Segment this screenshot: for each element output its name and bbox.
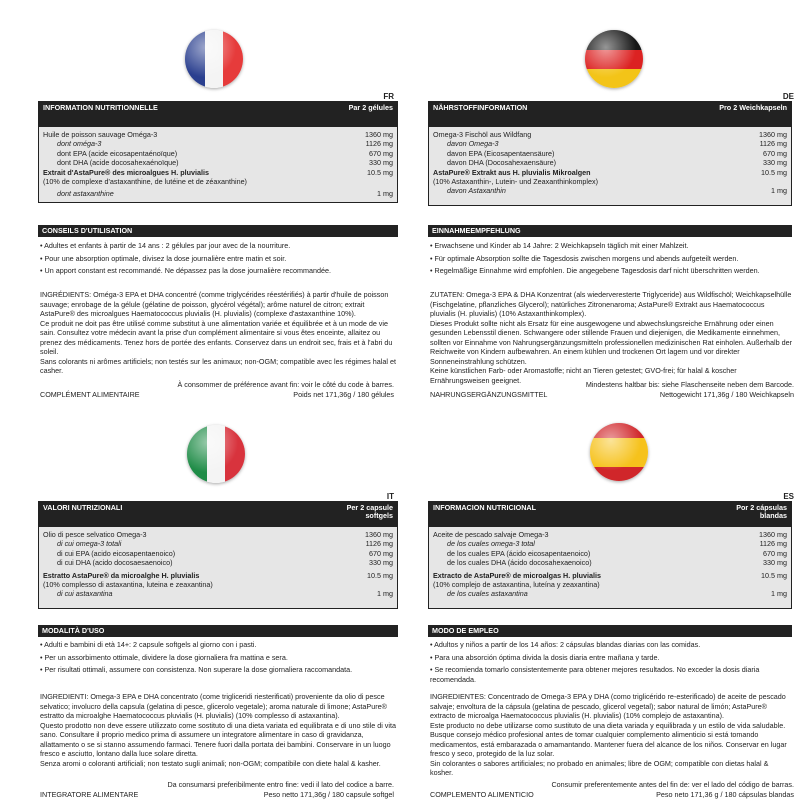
table-row: de los cuales astaxantina 1 mg <box>447 589 787 599</box>
table-row: de los cuales omega-3 total 1126 mg <box>447 539 787 549</box>
table-serving: Par 2 gélules <box>348 103 393 112</box>
list-item: • Adultes et enfants à partir de 14 ans : 2 gélules par jour avec de la nourriture. <box>40 241 291 250</box>
table-row: davon Omega-3 1126 mg <box>447 139 787 149</box>
notes-text: Questo prodotto non deve essere utilizzato come sostituto di una dieta variata ed equilibrata e di uno stile di vita sano. Consultare il proprio medico prima di assumere un integratore alimentare in caso di gravidanza, allattamento o se si stanno assumendo farmaci. Tenere fuori dalla portata dei bambini. Conservare in un luogo fresco e asciutto, lontano dalla luce solare diretta. <box>40 720 396 758</box>
free-from-text: Senza aromi o coloranti artificiali; non testato sugli animali; non-OGM; compatibile con diete halal & kasher. <box>40 758 381 768</box>
table-row: davon Astaxanthin 1 mg <box>447 186 787 196</box>
italy-flag-icon <box>187 425 245 483</box>
usage-list <box>430 241 792 279</box>
list-item: • Adulti e bambini di età 14+: 2 capsule softgels al giorno con i pasti. <box>40 640 257 649</box>
table-serving: Por 2 cápsulas blandas <box>736 503 787 521</box>
notes-text: Este producto no debe utilizarse como sustituto de una dieta variada y equilibrada y un estilo de vida saludable. Busque consejo médico profesional antes de tomar cualquier complemento alimenticio si está tomando medicamentos, está embarazada o amamantando. Mantener fuera del alcance de los niños. Conservar en lugar fresco y seco, protegido de la luz solar. <box>430 720 787 758</box>
table-row: dont DHA (acide docosahexaénoïque) 330 mg <box>57 158 393 168</box>
product-type: COMPLEMENTO ALIMENTICIO <box>430 790 534 799</box>
table-row: de los cuales EPA (ácido eicosapentaenoico) 670 mg <box>447 548 787 558</box>
table-row: Aceite de pescado salvaje Omega-3 1360 mg <box>433 530 787 539</box>
list-item: • Regelmäßige Einnahme wird empfohlen. Die angegebene Tagesdosis darf nicht überschritten werden. <box>430 266 760 275</box>
notes-text: Ce produit ne doit pas être utilisé comme substitut à une alimentation variée et équilibrée et à un mode de vie sain. Consultez votre médecin avant la prise d'un complément alimentaire si vous êtes enceinte, allaitez ou prenez des médicaments. Tenez hors de portée des enfants. Conservez dans un endroit sec, frais et à l'abri du soleil. <box>40 318 393 356</box>
germany-flag-icon <box>585 30 643 88</box>
list-item: • Erwachsene und Kinder ab 14 Jahre: 2 Weichkapseln täglich mit einer Mahlzeit. <box>430 241 689 250</box>
table-row: de los cuales DHA (ácido docosahexaenoico) 330 mg <box>447 558 787 568</box>
table-row: (10% Astaxanthin-, Lutein- und Zeaxanthinkomplex) <box>433 176 599 186</box>
ingredients-text: ZUTATEN: Omega-3 EPA & DHA Konzentrat (als wiederveresterte Triglyceride) aus Wildfischöl; Weichkapselhülle (Fischgelatine, pflanzliches Glycerol); natürliches Zitronenaroma; AstaPure® Extrakt aus Haematococcus pluvialis (H. pluvialis) (10% Astaxanthinkomplex). <box>430 290 792 318</box>
ingredients-block <box>40 290 396 376</box>
nutrition-table <box>38 101 398 203</box>
usage-list <box>40 241 396 279</box>
nutrition-table-header <box>429 102 791 127</box>
best-before: Consumir preferentemente antes del fin de: ver el lado del código de barras. <box>551 780 794 789</box>
list-item: • Per risultati ottimali, assumere con consistenza. Non superare la dose giornaliera raccomandata. <box>40 665 353 674</box>
usage-header: MODALITÀ D'USO <box>38 625 398 637</box>
table-row: (10% complejo de astaxantina, luteína y zeaxantina) <box>433 579 600 589</box>
footer <box>40 790 394 800</box>
language-code: FR <box>383 92 394 101</box>
net-weight: Peso netto 171,36g / 180 capsule softgel <box>263 790 394 799</box>
panel-it <box>0 400 400 800</box>
table-row: Omega-3 Fischöl aus Wildfang 1360 mg <box>433 130 787 139</box>
nutrition-table <box>38 501 398 609</box>
free-from-text: Sin colorantes o sabores artificiales; no probado en animales; libre de OGM; compatible con dietas halal & kosher. <box>430 758 769 777</box>
notes-text: Dieses Produkt sollte nicht als Ersatz für eine ausgewogene und abwechslungsreiche Ernährung oder einen gesunden Lebensstil dienen. Schwangere oder stillende Frauen und diejenigen, die Medikamente einnehmen, sollten vor Einnahme von Nahrungsergänzungsmitteln professionellen medizinischen Rat einholen. Außerhalb der Reichweite von Kindern aufbewahren. An einem kühlen und trockenen Ort lagern und vor direkter Sonneneinstrahlung schützen. <box>430 318 792 366</box>
product-type: INTEGRATORE ALIMENTARE <box>40 790 139 799</box>
usage-header: CONSEILS D'UTILISATION <box>38 225 398 237</box>
nutrition-table <box>428 101 792 206</box>
table-row: dont EPA (acide eicosapentaénoïque) 670 mg <box>57 148 393 158</box>
nutrition-table-header <box>39 502 397 527</box>
nutrition-table-body <box>429 127 791 205</box>
usage-list <box>430 640 792 687</box>
table-row: di cui DHA (acido docosaesaenoico) 330 mg <box>57 558 393 568</box>
nutrition-table-body <box>39 127 397 202</box>
product-type: NAHRUNGSERGÄNZUNGSMITTEL <box>430 390 548 399</box>
table-title: NÄHRSTOFFINFORMATION <box>433 103 528 112</box>
footer <box>430 390 794 400</box>
table-row: di cui astaxantina 1 mg <box>57 589 393 599</box>
footer <box>430 790 794 800</box>
list-item: • Adultos y niños a partir de los 14 años: 2 cápsulas blandas diarias con las comidas. <box>430 640 701 649</box>
net-weight: Nettogewicht 171,36g / 180 Weichkapseln <box>659 390 794 399</box>
footer <box>40 390 394 400</box>
table-row: dont astaxanthine 1 mg <box>57 189 393 199</box>
list-item: • Per un assorbimento ottimale, dividere la dose giornaliera fra mattina e sera. <box>40 652 288 662</box>
nutrition-table-header <box>429 502 791 527</box>
list-item: • Un apport constant est recommandé. Ne dépassez pas la dose journalière recommandée. <box>40 266 331 275</box>
table-row: Extracto de AstaPure® de microalgas H. pluvialis 10.5 mg <box>433 570 787 580</box>
ingredients-text: INGREDIENTES: Concentrado de Omega-3 EPA y DHA (como triglicérido re-esterificado) de aceite de pescado salvaje; envoltura de la cápsula (gelatina de pescado, glicerol vegetal); sabor natural de limón; AstaPure® extracto de microalga Haematococcus pluvialis (H. pluvialis) (10% complejo de astaxantina). <box>430 692 786 720</box>
table-row: Extrait d'AstaPure® des microalgues H. pluvialis 10.5 mg <box>43 167 393 177</box>
france-flag-icon <box>185 30 243 88</box>
spain-flag-icon <box>590 423 648 481</box>
table-row: (10% complesso di astaxantina, luteina e zeaxantina) <box>43 579 213 589</box>
table-row: davon EPA (Eicosapentaensäure) 670 mg <box>447 148 787 158</box>
free-from-text: Sans colorants ni arômes artificiels; non testés sur les animaux; non-OGM; compatible avec les régimes halal et casher. <box>40 356 396 375</box>
table-title: VALORI NUTRIZIONALI <box>43 503 123 512</box>
table-row: Huile de poisson sauvage Oméga-3 1360 mg <box>43 130 393 139</box>
table-title: INFORMATION NUTRITIONNELLE <box>43 103 158 112</box>
panel-es <box>400 400 800 800</box>
ingredients-block <box>430 692 792 778</box>
table-row: Olio di pesce selvatico Omega-3 1360 mg <box>43 530 393 539</box>
usage-list <box>40 640 396 678</box>
table-row: davon DHA (Docosahexaensäure) 330 mg <box>447 158 787 168</box>
language-code: IT <box>386 492 394 501</box>
table-serving: Per 2 capsule softgels <box>346 503 393 521</box>
table-row: dont oméga-3 1126 mg <box>57 139 393 149</box>
table-serving: Pro 2 Weichkapseln <box>719 103 787 112</box>
list-item: • Für optimale Absorption sollte die Tagesdosis zwischen morgens und abends aufgeteilt werden. <box>430 253 739 263</box>
product-type: COMPLÉMENT ALIMENTAIRE <box>40 390 140 399</box>
table-row: di cui omega-3 totali 1126 mg <box>57 539 393 549</box>
usage-header: MODO DE EMPLEO <box>428 625 792 637</box>
nutrition-table-body <box>39 527 397 608</box>
table-row: Estratto AstaPure® da microalghe H. pluvialis 10.5 mg <box>43 570 393 580</box>
nutrition-table <box>428 501 792 609</box>
language-code: ES <box>783 492 794 501</box>
net-weight: Peso neto 171,36 g / 180 cápsulas blandas <box>656 790 794 799</box>
ingredients-block <box>430 290 792 385</box>
table-title: INFORMACION NUTRICIONAL <box>433 503 537 512</box>
ingredients-text: INGRÉDIENTS: Oméga-3 EPA et DHA concentré (comme triglycérides réestérifiés) à partir d'huile de poisson sauvage; enrobage de la gélule (gélatine de poisson, glycérol végétal); arôme naturel de citron; extrait AstaPure® des microalgues Haematococcus pluvialis (H. pluvialis) (complexe d'astaxanthine 10%). <box>40 290 389 318</box>
best-before: Da consumarsi preferibilmente entro fine: vedi il lato del codice a barre. <box>167 780 394 789</box>
free-from-text: Keine künstlichen Farb- oder Aromastoffe; nicht an Tieren getestet; GVO-frei; für halal & koscher Ernährungsweisen geeignet. <box>430 366 737 385</box>
table-row: AstaPure® Extrakt aus H. pluvialis Mikroalgen 10.5 mg <box>433 167 787 177</box>
nutrition-table-body <box>429 527 791 608</box>
ingredients-text: INGREDIENTI: Omega-3 EPA e DHA concentrato (come trigliceridi riesterificati) proveniente da olio di pesce selvatico; involucro della capsula (gelatina di pesce, glicerolo vegetale); aroma naturale di limone; AstaPure® estratto da microalghe Haematococcus pluvialis (H. pluvialis) (10% complesso di astaxantina). <box>40 692 387 720</box>
list-item: • Se recomienda tomarlo consistentemente para obtener mejores resultados. No exceder la dosis diaria recomendada. <box>430 665 760 684</box>
panel-fr <box>0 0 400 400</box>
list-item: • Para una absorción óptima divida la dosis diaria entre mañana y tarde. <box>430 652 660 662</box>
nutrition-table-header <box>39 102 397 127</box>
table-row: (10% de complexe d'astaxanthine, de lutéine et de zéaxanthine) <box>43 176 247 186</box>
net-weight: Poids net 171,36g / 180 gélules <box>293 390 394 399</box>
list-item: • Pour une absorption optimale, divisez la dose journalière entre matin et soir. <box>40 253 287 263</box>
panel-de <box>400 0 800 400</box>
best-before: À consommer de préférence avant fin: voir le côté du code à barres. <box>177 380 394 389</box>
language-code: DE <box>782 92 794 101</box>
ingredients-block <box>40 692 396 768</box>
table-row: di cui EPA (acido eicosapentaenoico) 670 mg <box>57 548 393 558</box>
best-before: Mindestens haltbar bis: siehe Flaschenseite neben dem Barcode. <box>585 380 794 389</box>
usage-header: EINNAHMEEMPFEHLUNG <box>428 225 792 237</box>
